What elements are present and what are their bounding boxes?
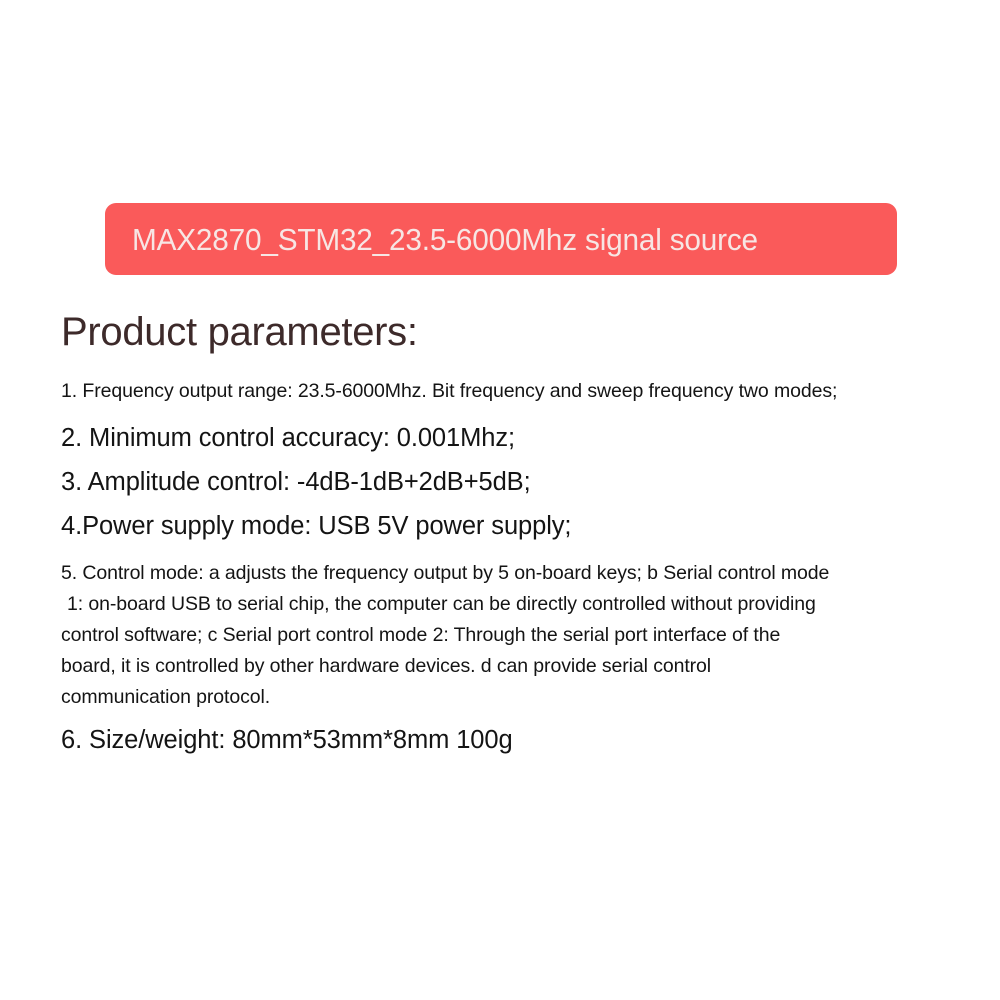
control-mode-line-4: board, it is controlled by other hardware devices. d can provide serial control	[61, 655, 712, 677]
parameter-item-frequency-range: 1. Frequency output range: 23.5-6000Mhz. Bit frequency and sweep frequency two modes;	[61, 380, 838, 402]
parameter-item-power-supply: 4.Power supply mode: USB 5V power supply;	[61, 512, 572, 540]
product-title-banner	[105, 203, 897, 275]
control-mode-line-5: communication protocol.	[61, 686, 271, 708]
product-title-text: MAX2870_STM32_23.5-6000Mhz signal source	[132, 221, 758, 257]
control-mode-line-1: 5. Control mode: a adjusts the frequency output by 5 on-board keys; b Serial control mode	[61, 562, 830, 584]
parameter-list	[61, 376, 941, 757]
parameter-item-size-weight: 6. Size/weight: 80mm*53mm*8mm 100g	[61, 726, 513, 754]
parameter-item-amplitude-control: 3. Amplitude control: -4dB-1dB+2dB+5dB;	[61, 468, 531, 496]
parameter-item-control-mode	[61, 558, 941, 713]
parameter-item-control-accuracy: 2. Minimum control accuracy: 0.001Mhz;	[61, 424, 515, 452]
control-mode-line-3: control software; c Serial port control mode 2: Through the serial port interface of the	[61, 624, 781, 646]
page-title: Product parameters:	[61, 310, 418, 354]
control-mode-line-2: 1: on-board USB to serial chip, the computer can be directly controlled without providing	[67, 593, 816, 615]
